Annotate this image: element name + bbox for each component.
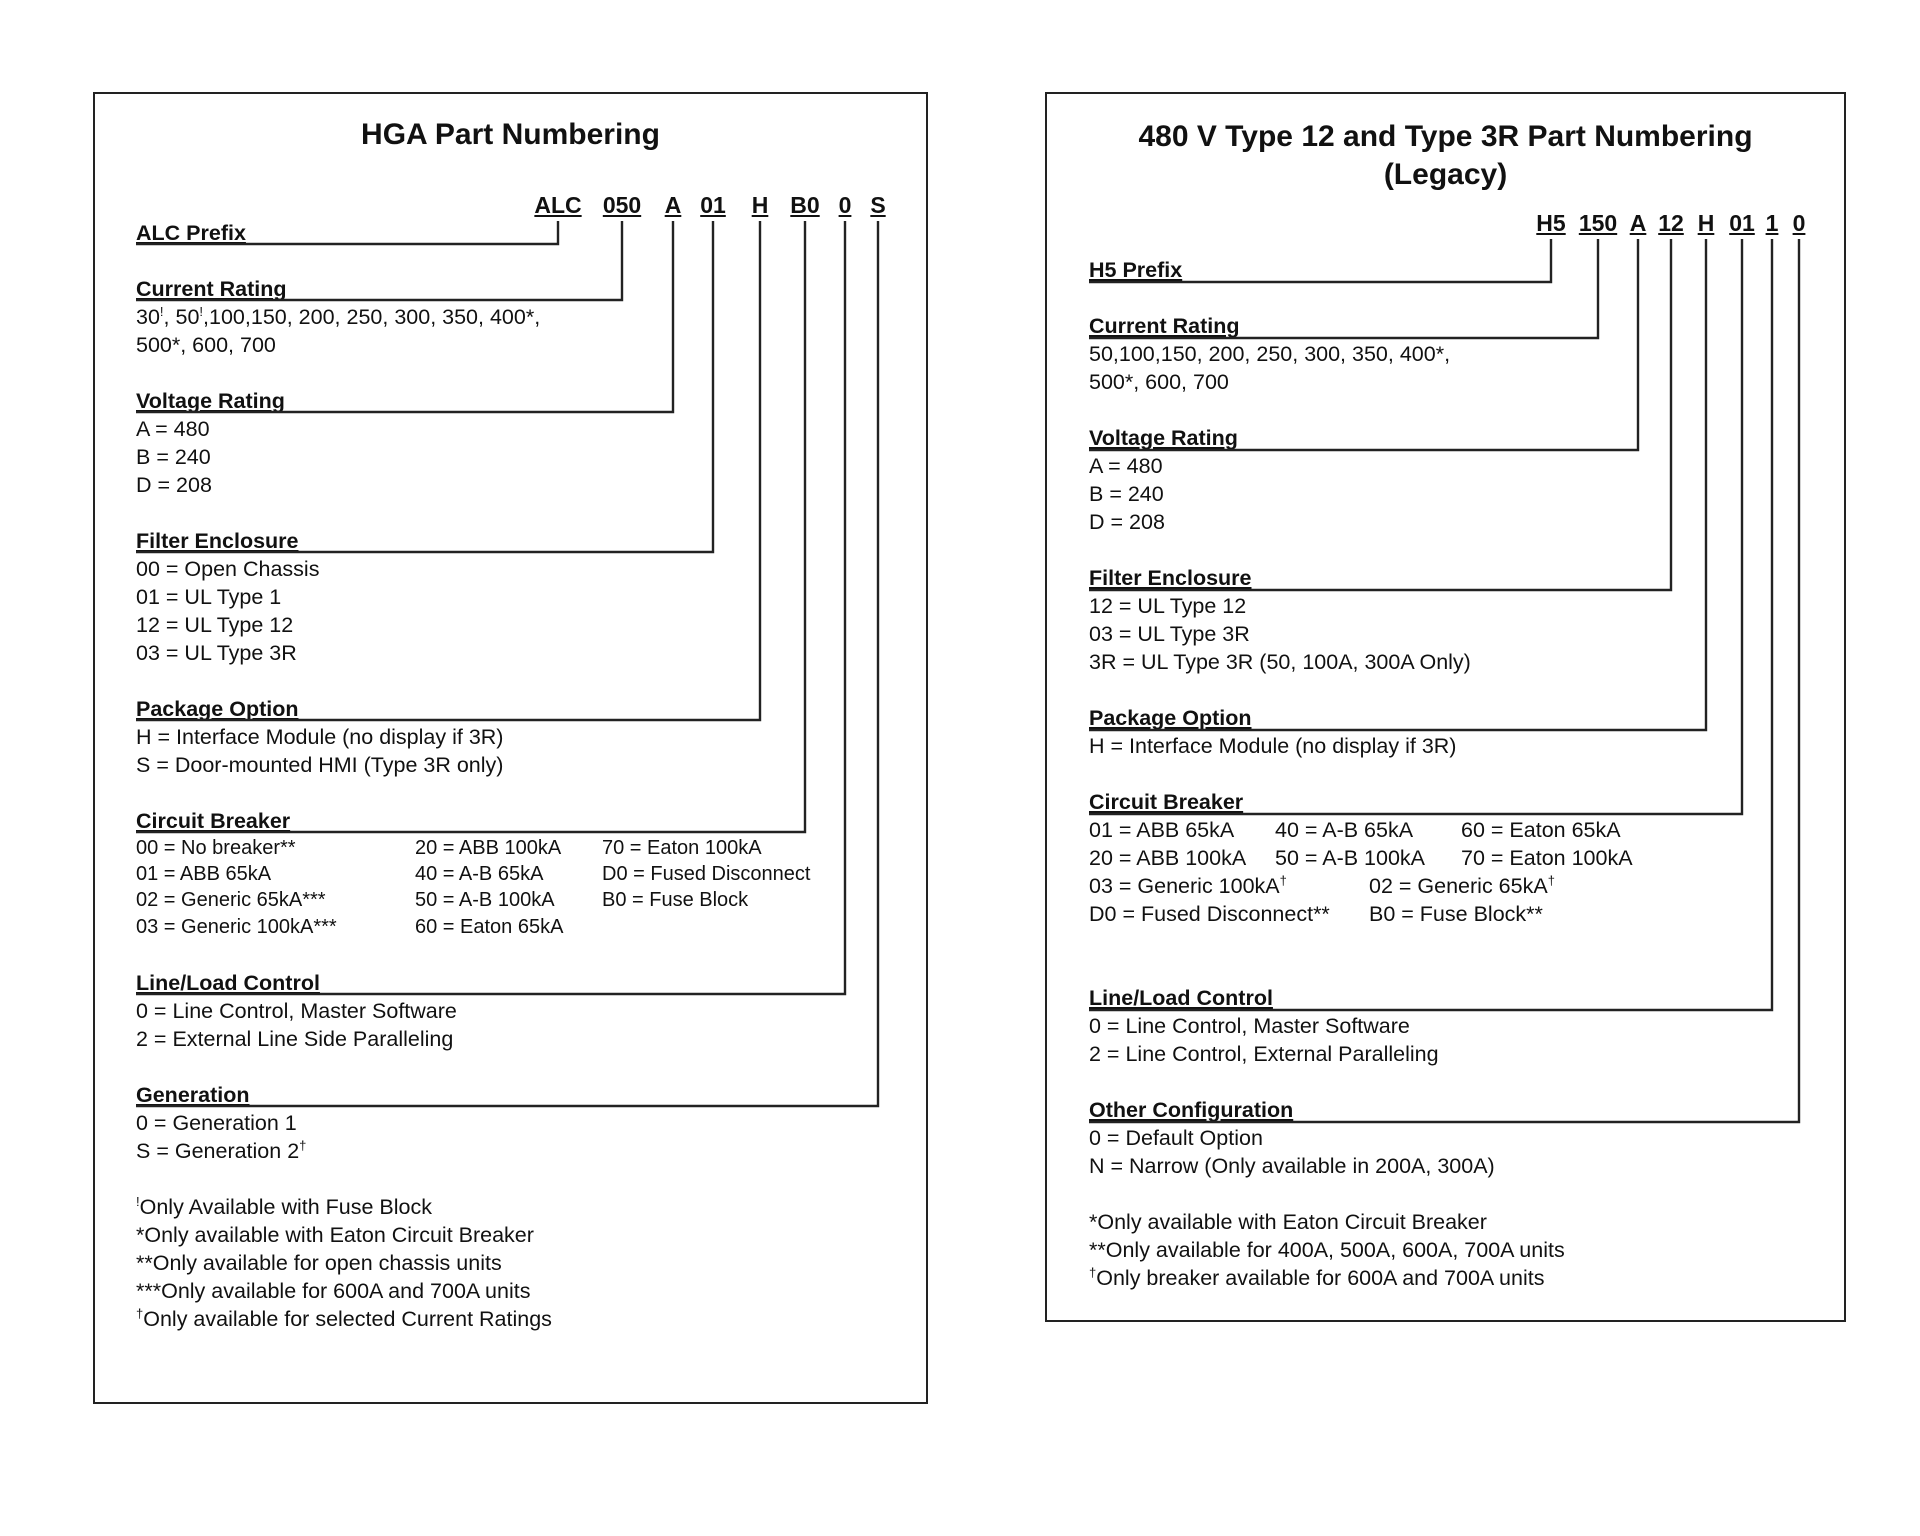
current-rating-line1: 30!, 50!,100,150, 200, 250, 300, 350, 400*, xyxy=(136,304,541,329)
code-a: A xyxy=(664,192,682,218)
code-0: 0 xyxy=(838,192,852,218)
h5-prefix-heading: H5 Prefix xyxy=(1089,258,1183,282)
circuit-breaker-heading: Circuit Breaker xyxy=(1089,790,1244,814)
code-h5: H5 xyxy=(1536,210,1566,236)
code-a: A xyxy=(1629,210,1647,236)
filter-item: 01 = UL Type 1 xyxy=(136,585,282,609)
breaker-item: 00 = No breaker** xyxy=(136,837,296,859)
voltage-item: A = 480 xyxy=(1089,454,1163,478)
breaker-item: 40 = A-B 65kA xyxy=(1275,818,1414,842)
footnote: *Only available with Eaton Circuit Breaker xyxy=(136,1223,534,1247)
breaker-item: 01 = ABB 65kA xyxy=(1089,818,1235,842)
current-rating-heading: Current Rating xyxy=(136,277,287,301)
package-item: S = Door-mounted HMI (Type 3R only) xyxy=(136,753,504,777)
code-150: 150 xyxy=(1578,210,1618,236)
code-alc: ALC xyxy=(534,192,582,218)
package-item: H = Interface Module (no display if 3R) xyxy=(136,725,504,749)
current-rating-line2: 500*, 600, 700 xyxy=(136,333,276,357)
voltage-item: B = 240 xyxy=(1089,482,1164,506)
breaker-item: 03 = Generic 100kA† xyxy=(1089,873,1287,898)
breaker-item: 02 = Generic 65kA† xyxy=(1369,873,1555,898)
package-item: H = Interface Module (no display if 3R) xyxy=(1089,734,1457,758)
footnote: !Only Available with Fuse Block xyxy=(136,1194,433,1219)
voltage-item: A = 480 xyxy=(136,417,210,441)
footnote: **Only available for 400A, 500A, 600A, 700A units xyxy=(1089,1238,1565,1262)
breaker-item: 50 = A-B 100kA xyxy=(415,889,555,911)
code-1: 1 xyxy=(1765,210,1779,236)
breaker-item: 50 = A-B 100kA xyxy=(1275,846,1426,870)
breaker-item: B0 = Fuse Block** xyxy=(1369,902,1543,926)
breaker-item: 60 = Eaton 65kA xyxy=(1461,818,1621,842)
package-option-heading: Package Option xyxy=(136,697,299,721)
breaker-item: 20 = ABB 100kA xyxy=(1089,846,1247,870)
voltage-item: D = 208 xyxy=(1089,510,1165,534)
voltage-item: B = 240 xyxy=(136,445,211,469)
filter-item: 12 = UL Type 12 xyxy=(1089,594,1247,618)
code-h: H xyxy=(751,192,769,218)
breaker-item: 20 = ABB 100kA xyxy=(415,837,562,859)
breaker-item: 02 = Generic 65kA*** xyxy=(136,889,326,911)
other-item: 0 = Default Option xyxy=(1089,1126,1263,1150)
footnote: ***Only available for 600A and 700A units xyxy=(136,1279,531,1303)
breaker-item: 01 = ABB 65kA xyxy=(136,863,272,885)
breaker-item: B0 = Fuse Block xyxy=(602,889,749,911)
other-configuration-heading: Other Configuration xyxy=(1089,1098,1294,1122)
footnote: *Only available with Eaton Circuit Breaker xyxy=(1089,1210,1487,1234)
voltage-rating-heading: Voltage Rating xyxy=(1089,426,1238,450)
breaker-item: D0 = Fused Disconnect** xyxy=(1089,902,1330,926)
filter-item: 03 = UL Type 3R xyxy=(136,641,297,665)
breaker-item: 03 = Generic 100kA*** xyxy=(136,916,337,938)
generation-item: 0 = Generation 1 xyxy=(136,1111,297,1135)
breaker-item: 70 = Eaton 100kA xyxy=(1461,846,1633,870)
other-item: N = Narrow (Only available in 200A, 300A) xyxy=(1089,1154,1495,1178)
voltage-item: D = 208 xyxy=(136,473,212,497)
footnote: †Only breaker available for 600A and 700A units xyxy=(1089,1265,1545,1290)
hga-title: HGA Part Numbering xyxy=(361,118,660,151)
filter-enclosure-heading: Filter Enclosure xyxy=(1089,566,1252,590)
code-s: S xyxy=(870,192,886,218)
code-050: 050 xyxy=(602,192,642,218)
voltage-rating-heading: Voltage Rating xyxy=(136,389,285,413)
current-rating-heading: Current Rating xyxy=(1089,314,1240,338)
filter-item: 12 = UL Type 12 xyxy=(136,613,294,637)
filter-item: 3R = UL Type 3R (50, 100A, 300A Only) xyxy=(1089,650,1471,674)
package-option-heading: Package Option xyxy=(1089,706,1252,730)
code-b0: B0 xyxy=(790,192,820,218)
generation-heading: Generation xyxy=(136,1083,250,1107)
legacy-title-line1: 480 V Type 12 and Type 3R Part Numbering xyxy=(1138,120,1753,153)
footnote: **Only available for open chassis units xyxy=(136,1251,502,1275)
footnote: †Only available for selected Current Ratings xyxy=(136,1306,552,1331)
line-load-control-heading: Line/Load Control xyxy=(136,971,320,995)
breaker-item: 60 = Eaton 65kA xyxy=(415,916,564,938)
code-01: 01 xyxy=(700,192,726,218)
code-12: 12 xyxy=(1658,210,1684,236)
breaker-item: 40 = A-B 65kA xyxy=(415,863,544,885)
legacy-title-line2: (Legacy) xyxy=(1383,158,1508,191)
generation-item: S = Generation 2† xyxy=(136,1138,307,1163)
filter-enclosure-heading: Filter Enclosure xyxy=(136,529,299,553)
code-01: 01 xyxy=(1729,210,1755,236)
code-h: H xyxy=(1697,210,1715,236)
line-load-item: 2 = External Line Side Paralleling xyxy=(136,1027,454,1051)
line-load-item: 0 = Line Control, Master Software xyxy=(1089,1014,1410,1038)
breaker-item: D0 = Fused Disconnect xyxy=(602,863,811,885)
current-rating-item: 500*, 600, 700 xyxy=(1089,370,1229,394)
code-0: 0 xyxy=(1792,210,1806,236)
alc-prefix-heading: ALC Prefix xyxy=(136,221,246,245)
legacy-title xyxy=(1045,118,1846,194)
current-rating-item: 50,100,150, 200, 250, 300, 350, 400*, xyxy=(1089,342,1451,366)
line-load-item: 2 = Line Control, External Paralleling xyxy=(1089,1042,1439,1066)
filter-item: 03 = UL Type 3R xyxy=(1089,622,1250,646)
breaker-item: 70 = Eaton 100kA xyxy=(602,837,762,859)
filter-item: 00 = Open Chassis xyxy=(136,557,320,581)
line-load-control-heading: Line/Load Control xyxy=(1089,986,1273,1010)
circuit-breaker-heading: Circuit Breaker xyxy=(136,809,291,833)
line-load-item: 0 = Line Control, Master Software xyxy=(136,999,457,1023)
